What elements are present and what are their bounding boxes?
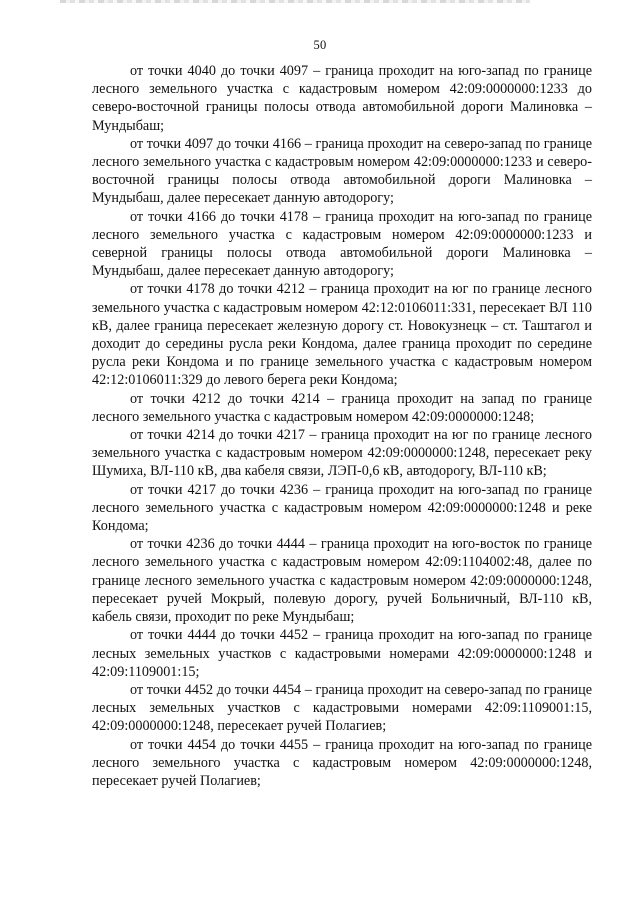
paragraph-4444-4452: от точки 4444 до точки 4452 – граница проходит на юго-запад по границе лесных земельных участков с кадастровыми номерами 42:09:0000000:1248 и 42:09:1109001:15; (92, 627, 592, 680)
paragraph-4217-4236: от точки 4217 до точки 4236 – граница проходит на юго-запад по границе лесного земельного участка с кадастровым номером 42:09:0000000:1248 и реке Кондома; (92, 481, 592, 535)
paragraph-4040-4097: от точки 4040 до точки 4097 – граница проходит на юго-запад по границе лесного земельного участка с кадастровым номером 42:09:0000000:1233 до северо-восточной границы полосы отвода автомобильной дороги Малиновка – Мундыбаш; (92, 63, 592, 134)
paragraph-4212-4214: от точки 4212 до точки 4214 – граница проходит на запад по границе лесного земельного участка с кадастровым номером 42:09:0000000:1248; (92, 390, 592, 425)
document-body (92, 62, 592, 790)
paragraph-4452-4454: от точки 4452 до точки 4454 – граница проходит на северо-запад по границе лесных земельных участков с кадастровыми номерами 42:09:1109001:15, 42:09:0000000:1248, пересекает ручей Полагиев; (92, 681, 592, 735)
paragraph-4166-4178: от точки 4166 до точки 4178 – граница проходит на юго-запад по границе лесного земельного участка с кадастровым номером 42:09:0000000:1233 и северной границы полосы отвода автомобильной дороги Малиновка – Мундыбаш, далее пересекает данную автодорогу; (92, 208, 592, 280)
paragraph-4236-4444: от точки 4236 до точки 4444 – граница проходит на юго-восток по границе лесного земельного участка с кадастровым номером 42:09:1104002:48, далее по границе лесного земельного участка с кадастровым номером 42:09:0000000:1248, пересекает ручей Мокрый, полевую дорогу, ручей Больничный, ВЛ-110 кВ, кабель связи, проходит по реке Мундыбаш; (92, 536, 592, 626)
paragraph-4097-4166: от точки 4097 до точки 4166 – граница проходит на северо-запад по границе лесного земельного участка с кадастровым номером 42:09:0000000:1233 и северо-восточной границы полосы отвода автомобильной дороги Малиновка – Мундыбаш, далее пересекает данную автодорогу; (92, 135, 592, 207)
paragraph-4178-4212: от точки 4178 до точки 4212 – граница проходит на юг по границе лесного земельного участка с кадастровым номером 42:12:0106011:331, пересекает ВЛ 110 кВ, далее граница пересекает железную дорогу ст. Новокузнецк – ст. Таштагол и доходит до середины русла реки Кондома, далее граница проходит по середине русла реки Кондома и по границе земельного участка с кадастровым номером 42:12:0106011:329 до левого берега реки Кондома; (92, 281, 592, 389)
paragraph-4454-4455: от точки 4454 до точки 4455 – граница проходит на юго-запад по границе лесного земельного участка с кадастровым номером 42:09:0000000:1248, пересекает ручей Полагиев; (92, 736, 592, 789)
page-number: 50 (313, 38, 327, 52)
scan-edge-artifact (60, 0, 530, 3)
paragraph-4214-4217: от точки 4214 до точки 4217 – граница проходит на юг по границе лесного земельного участка с кадастровым номером 42:09:0000000:1248, пересекает реку Шумиха, ВЛ-110 кВ, два кабеля связи, ЛЭП-0,6 кВ, автодорогу, ВЛ-110 кВ; (92, 427, 592, 480)
